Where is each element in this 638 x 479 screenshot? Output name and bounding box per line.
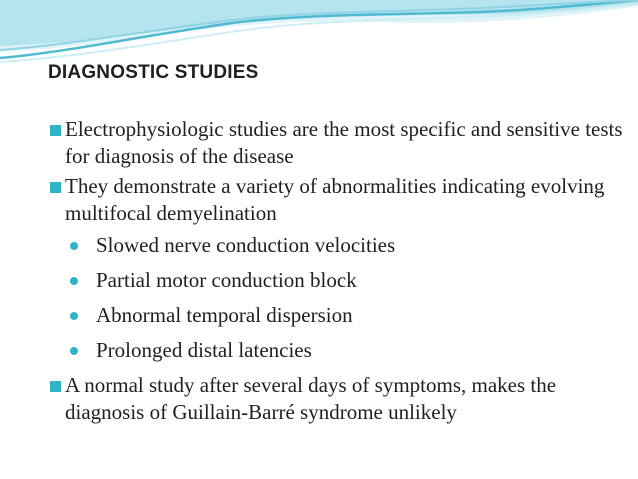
square-bullet-icon [50, 125, 61, 136]
bullet-text: A normal study after several days of symptoms, makes the diagnosis of Guillain-Barré syndrome unlikely [65, 373, 557, 424]
bullet-item [48, 173, 628, 227]
sub-bullet-text: Abnormal temporal dispersion [96, 303, 353, 327]
round-bullet-icon [70, 312, 78, 320]
header-wave-decoration [0, 0, 638, 64]
bullet-item [48, 116, 628, 170]
sub-bullet-text: Partial motor conduction block [96, 268, 357, 292]
square-bullet-icon [50, 182, 61, 193]
round-bullet-icon [70, 277, 78, 285]
sub-bullet-item [48, 263, 628, 298]
round-bullet-icon [70, 242, 78, 250]
sub-bullet-text: Slowed nerve conduction velocities [96, 233, 396, 257]
sub-bullet-item [48, 298, 628, 333]
bullet-item [48, 372, 628, 426]
round-bullet-icon [70, 347, 78, 355]
bullet-text: Electrophysiologic studies are the most specific and sensitive tests for diagnosis of the disease [65, 117, 623, 168]
square-bullet-icon [50, 381, 61, 392]
bullet-list [48, 116, 628, 426]
sub-bullet-text: Prolonged distal latencies [96, 338, 312, 362]
bullet-text: They demonstrate a variety of abnormalities indicating evolving multifocal demyelination [65, 174, 605, 225]
sub-bullet-item [48, 228, 628, 263]
slide-title: DIAGNOSTIC STUDIES [48, 62, 259, 83]
sub-bullet-item [48, 333, 628, 368]
